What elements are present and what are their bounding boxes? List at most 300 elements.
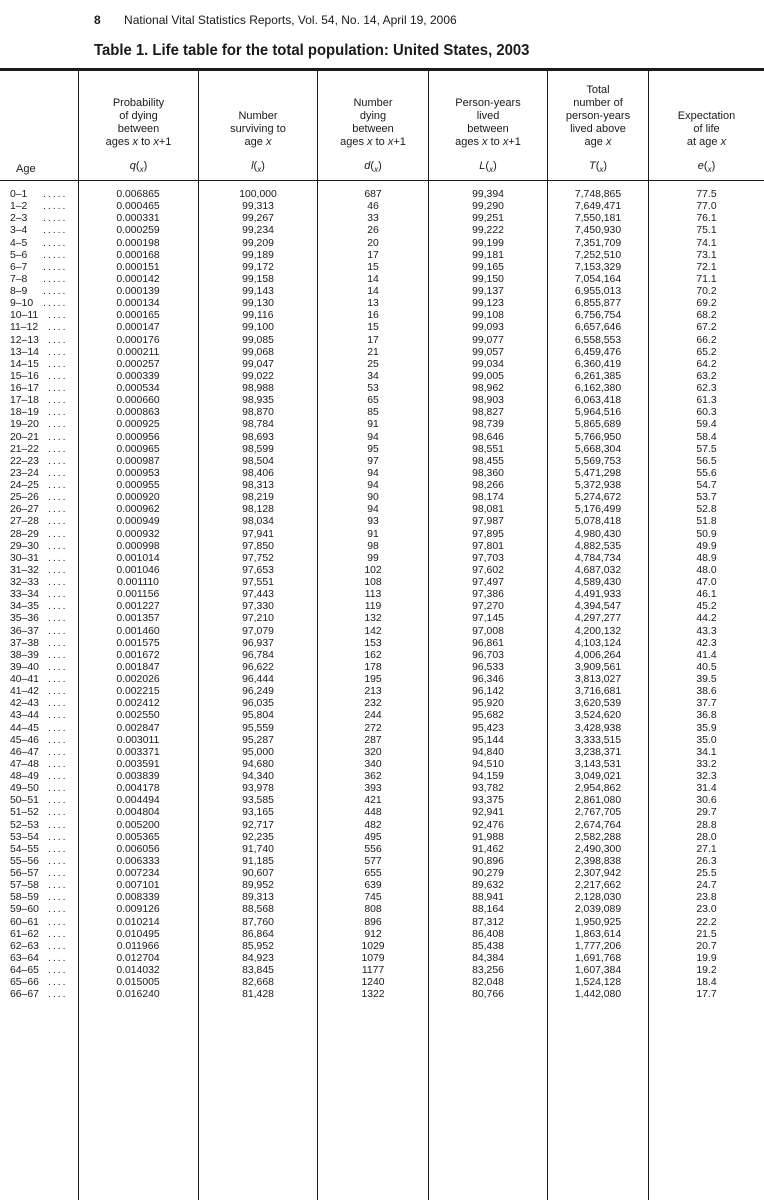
l-value: 93,978 — [242, 783, 274, 795]
e-value: 61.3 — [696, 395, 717, 407]
age-cell: 34–35 — [10, 601, 39, 613]
T-value: 5,964,516 — [574, 407, 622, 419]
T-value: 4,980,430 — [574, 528, 622, 540]
L-value: 99,290 — [472, 201, 504, 213]
e-value: 19.9 — [696, 952, 717, 964]
d-value: 178 — [364, 661, 382, 673]
d-value: 108 — [364, 577, 382, 588]
e-value: 48.9 — [696, 552, 717, 564]
age-cell: 13–14 — [10, 346, 39, 358]
header-text — [649, 110, 764, 149]
T-value: 2,307,942 — [574, 868, 622, 879]
T-value: 2,861,080 — [574, 795, 622, 807]
age-cell: 50–51 — [10, 795, 39, 807]
age-cell: 45–46 — [10, 734, 39, 746]
T-value: 5,078,418 — [574, 516, 622, 528]
table-row — [0, 189, 764, 201]
leader-dots: .... — [48, 674, 68, 685]
age-cell: 23–24 — [10, 467, 39, 479]
age-cell: 20–21 — [10, 431, 39, 443]
leader-dots: .... — [48, 868, 68, 879]
d-value: 639 — [364, 880, 382, 892]
T-value: 6,756,754 — [574, 310, 622, 322]
l-value: 92,235 — [242, 831, 274, 843]
table-row — [0, 504, 764, 516]
leader-dots: .... — [48, 783, 68, 795]
l-value: 97,079 — [242, 625, 274, 637]
e-value: 43.3 — [696, 625, 717, 637]
leader-dots: .... — [48, 370, 68, 382]
leader-dots: .... — [48, 795, 68, 807]
e-value: 60.3 — [696, 407, 717, 419]
running-head — [94, 13, 457, 27]
l-value: 83,845 — [242, 965, 274, 976]
table-row — [0, 444, 764, 456]
age-cell: 9–10 — [10, 298, 34, 310]
age-cell: 56–57 — [10, 868, 39, 879]
table-row — [0, 310, 764, 322]
l-value: 96,784 — [242, 649, 274, 661]
table-row — [0, 917, 764, 929]
l-value: 97,653 — [242, 564, 274, 576]
header-text — [429, 97, 547, 149]
e-value: 64.2 — [696, 358, 717, 370]
L-value: 99,150 — [472, 273, 504, 285]
age-cell: 55–56 — [10, 855, 39, 867]
column-header-d — [318, 71, 428, 180]
header-line: number of — [573, 97, 623, 109]
T-value: 7,351,709 — [574, 237, 622, 249]
e-value: 67.2 — [696, 322, 717, 334]
leader-dots: .... — [48, 504, 68, 516]
d-value: 556 — [364, 843, 382, 855]
d-value: 195 — [364, 674, 382, 685]
l-value: 99,234 — [242, 225, 274, 237]
age-cell: 39–40 — [10, 661, 39, 673]
l-value: 96,622 — [242, 661, 274, 673]
q-value: 0.000147 — [116, 322, 160, 334]
publication-title: National Vital Statistics Reports, Vol. 54, No. 14, April 19, 2006 — [124, 13, 457, 27]
T-value: 4,200,132 — [574, 625, 622, 637]
L-value: 95,144 — [472, 734, 504, 746]
leader-dots: ..... — [43, 213, 68, 225]
l-value: 89,313 — [242, 892, 274, 904]
T-value: 7,153,329 — [574, 261, 622, 273]
l-value: 98,313 — [242, 480, 274, 491]
age-cell: 18–19 — [10, 407, 39, 419]
T-value: 7,649,471 — [574, 201, 622, 213]
l-value: 91,740 — [242, 843, 274, 855]
e-value: 62.3 — [696, 383, 717, 394]
l-value: 97,752 — [242, 552, 274, 564]
header-line: ages x to x+1 — [105, 136, 172, 148]
e-value: 51.8 — [696, 516, 717, 528]
L-value: 95,682 — [472, 710, 504, 722]
age-cell: 47–48 — [10, 758, 39, 770]
d-value: 91 — [367, 419, 379, 431]
d-value: 15 — [367, 261, 379, 273]
T-value: 5,372,938 — [574, 480, 622, 491]
L-value: 97,602 — [472, 564, 504, 576]
l-value: 96,444 — [242, 674, 274, 685]
q-value: 0.001227 — [116, 601, 160, 613]
leader-dots: .... — [48, 552, 68, 564]
leader-dots: .... — [48, 455, 68, 467]
leader-dots: ..... — [43, 249, 68, 261]
l-value: 92,717 — [242, 819, 274, 831]
d-value: 16 — [367, 310, 379, 322]
T-value: 4,491,933 — [574, 589, 622, 601]
age-cell: 21–22 — [10, 443, 39, 455]
e-value: 74.1 — [696, 237, 717, 249]
e-value: 29.7 — [696, 807, 717, 819]
leader-dots: .... — [48, 661, 68, 673]
age-cell: 33–34 — [10, 589, 39, 601]
T-value: 2,954,862 — [574, 783, 622, 795]
age-cell: 40–41 — [10, 674, 39, 685]
T-value: 2,674,764 — [574, 819, 622, 831]
e-value: 73.1 — [696, 249, 717, 261]
age-header-label: Age — [16, 163, 36, 175]
T-value: 7,054,164 — [574, 273, 622, 285]
d-value: 91 — [367, 528, 379, 540]
age-cell: 10–11 — [10, 310, 39, 322]
L-value: 94,159 — [472, 771, 504, 782]
T-value: 7,550,181 — [574, 213, 622, 225]
L-value: 91,988 — [472, 831, 504, 843]
L-value: 99,222 — [472, 225, 504, 237]
l-value: 91,185 — [242, 855, 274, 867]
d-value: 162 — [364, 649, 382, 661]
q-value: 0.000257 — [116, 358, 160, 370]
l-value: 99,143 — [242, 286, 274, 297]
header-rule — [0, 180, 764, 181]
header-symbol: $T(_x)$ — [588, 159, 608, 174]
age-cell: 46–47 — [10, 746, 39, 758]
leader-dots: .... — [48, 819, 68, 831]
T-value: 3,428,938 — [574, 722, 622, 734]
table-row — [0, 771, 764, 783]
table-row — [0, 250, 764, 262]
L-value: 96,861 — [472, 637, 504, 649]
l-value: 99,209 — [242, 237, 274, 249]
age-cell: 36–37 — [10, 625, 39, 637]
table-row — [0, 710, 764, 722]
age-cell: 42–43 — [10, 698, 39, 710]
d-value: 448 — [364, 807, 382, 819]
age-cell: 62–63 — [10, 940, 39, 952]
page-number: 8 — [94, 13, 101, 27]
header-line: between — [352, 123, 394, 135]
L-value: 99,251 — [472, 213, 504, 225]
leader-dots: .... — [48, 952, 68, 964]
d-value: 1029 — [361, 940, 385, 952]
d-value: 98 — [367, 540, 379, 552]
e-value: 25.5 — [696, 868, 717, 879]
leader-dots: .... — [48, 698, 68, 710]
d-value: 287 — [364, 734, 382, 746]
e-value: 28.8 — [696, 819, 717, 831]
table-row — [0, 371, 764, 383]
q-value: 0.010495 — [116, 928, 160, 940]
header-line: Total — [586, 84, 610, 96]
L-value: 99,093 — [472, 322, 504, 334]
l-value: 99,100 — [242, 322, 274, 334]
table-title: Table 1. Life table for the total population: United States, 2003 — [94, 42, 530, 59]
q-value: 0.004494 — [116, 795, 160, 807]
e-value: 21.5 — [696, 928, 717, 940]
l-value: 98,870 — [242, 407, 274, 419]
l-value: 81,428 — [242, 989, 274, 1001]
header-symbol: $d(_x)$ — [364, 159, 382, 174]
T-value: 3,524,620 — [574, 710, 622, 722]
q-value: 0.000142 — [116, 273, 160, 285]
leader-dots: .... — [48, 528, 68, 540]
l-value: 94,680 — [242, 758, 274, 770]
header-line: lived — [476, 110, 500, 122]
leader-dots: .... — [48, 940, 68, 952]
L-value: 87,312 — [472, 916, 504, 928]
q-value: 0.000949 — [116, 516, 160, 528]
column-header-L — [429, 71, 547, 180]
leader-dots: .... — [48, 577, 68, 588]
l-value: 87,760 — [242, 916, 274, 928]
table-row — [0, 516, 764, 528]
header-line: dying — [359, 110, 387, 122]
d-value: 687 — [364, 189, 382, 200]
e-value: 75.1 — [696, 225, 717, 237]
q-value: 0.005200 — [116, 819, 160, 831]
e-value: 30.6 — [696, 795, 717, 807]
q-value: 0.000165 — [116, 310, 160, 322]
T-value: 1,442,080 — [574, 989, 622, 1001]
e-value: 39.5 — [696, 674, 717, 685]
L-value: 97,008 — [472, 625, 504, 637]
q-value: 0.000962 — [116, 504, 160, 516]
q-value: 0.002412 — [116, 698, 160, 710]
table-row — [0, 322, 764, 334]
L-value: 99,005 — [472, 370, 504, 382]
l-value: 90,607 — [242, 868, 274, 879]
l-value: 99,068 — [242, 346, 274, 358]
d-value: 808 — [364, 904, 382, 916]
l-value: 95,287 — [242, 734, 274, 746]
table-row — [0, 419, 764, 431]
e-value: 58.4 — [696, 431, 717, 443]
age-cell: 16–17 — [10, 383, 39, 394]
T-value: 3,143,531 — [574, 758, 622, 770]
T-value: 2,128,030 — [574, 892, 622, 904]
age-cell: 48–49 — [10, 771, 39, 782]
table-row — [0, 844, 764, 856]
e-value: 20.7 — [696, 940, 717, 952]
e-value: 76.1 — [696, 213, 717, 225]
table-row — [0, 783, 764, 795]
L-value: 85,438 — [472, 940, 504, 952]
header-symbol: $e(_x)$ — [697, 159, 716, 174]
l-value: 97,330 — [242, 601, 274, 613]
leader-dots: .... — [48, 916, 68, 928]
e-value: 19.2 — [696, 965, 717, 976]
e-value: 34.1 — [696, 746, 717, 758]
e-value: 57.5 — [696, 443, 717, 455]
leader-dots: ..... — [43, 189, 68, 200]
e-value: 42.3 — [696, 637, 717, 649]
d-value: 896 — [364, 916, 382, 928]
e-value: 77.5 — [696, 189, 717, 200]
age-cell: 31–32 — [10, 564, 39, 576]
l-value: 82,668 — [242, 977, 274, 989]
header-line: person-years — [565, 110, 631, 122]
header-line: Person-years — [455, 97, 521, 109]
d-value: 90 — [367, 492, 379, 504]
e-value: 41.4 — [696, 649, 717, 661]
T-value: 6,558,553 — [574, 334, 622, 346]
L-value: 97,987 — [472, 516, 504, 528]
leader-dots: .... — [48, 649, 68, 661]
T-value: 5,176,499 — [574, 504, 622, 516]
d-value: 94 — [367, 431, 379, 443]
table-row — [0, 225, 764, 237]
l-value: 96,249 — [242, 686, 274, 698]
T-value: 1,691,768 — [574, 952, 622, 964]
table-row — [0, 989, 764, 1001]
leader-dots: .... — [48, 758, 68, 770]
q-value: 0.012704 — [116, 952, 160, 964]
age-cell: 26–27 — [10, 504, 39, 516]
age-cell: 51–52 — [10, 807, 39, 819]
table-row — [0, 395, 764, 407]
L-value: 98,266 — [472, 480, 504, 491]
d-value: 17 — [367, 334, 379, 346]
table-row — [0, 686, 764, 698]
leader-dots: .... — [48, 989, 68, 1001]
table-row — [0, 298, 764, 310]
age-cell: 8–9 — [10, 286, 28, 297]
header-line: at age x — [686, 136, 727, 148]
header-symbol: $l(_x)$ — [251, 159, 265, 174]
L-value: 83,256 — [472, 965, 504, 976]
table-row — [0, 747, 764, 759]
e-value: 33.2 — [696, 758, 717, 770]
e-value: 23.8 — [696, 892, 717, 904]
T-value: 1,863,614 — [574, 928, 622, 940]
header-text — [548, 84, 648, 149]
age-cell: 41–42 — [10, 686, 39, 698]
leader-dots: .... — [48, 807, 68, 819]
L-value: 97,270 — [472, 601, 504, 613]
e-value: 72.1 — [696, 261, 717, 273]
age-cell: 52–53 — [10, 819, 39, 831]
T-value: 1,524,128 — [574, 977, 622, 989]
l-value: 86,864 — [242, 928, 274, 940]
q-value: 0.001460 — [116, 625, 160, 637]
table-row — [0, 565, 764, 577]
q-value: 0.001014 — [116, 552, 160, 564]
T-value: 7,252,510 — [574, 249, 622, 261]
leader-dots: ..... — [43, 286, 68, 297]
age-cell: 61–62 — [10, 928, 39, 940]
l-value: 98,599 — [242, 443, 274, 455]
leader-dots: .... — [48, 564, 68, 576]
L-value: 88,941 — [472, 892, 504, 904]
leader-dots: .... — [48, 346, 68, 358]
L-value: 96,703 — [472, 649, 504, 661]
L-value: 97,801 — [472, 540, 504, 552]
T-value: 3,620,539 — [574, 698, 622, 710]
q-value: 0.006333 — [116, 855, 160, 867]
leader-dots: .... — [48, 334, 68, 346]
leader-dots: .... — [48, 928, 68, 940]
q-value: 0.000465 — [116, 201, 160, 213]
T-value: 6,360,419 — [574, 358, 622, 370]
l-value: 97,850 — [242, 540, 274, 552]
L-value: 97,895 — [472, 528, 504, 540]
age-cell: 0–1 — [10, 189, 28, 200]
header-line: age x — [584, 136, 612, 148]
L-value: 99,137 — [472, 286, 504, 297]
table-row — [0, 347, 764, 359]
e-value: 35.9 — [696, 722, 717, 734]
d-value: 362 — [364, 771, 382, 782]
q-value: 0.000134 — [116, 298, 160, 310]
table-row — [0, 868, 764, 880]
L-value: 90,279 — [472, 868, 504, 879]
d-value: 94 — [367, 504, 379, 516]
T-value: 6,657,646 — [574, 322, 622, 334]
leader-dots: .... — [48, 771, 68, 782]
L-value: 97,497 — [472, 577, 504, 588]
q-value: 0.003371 — [116, 746, 160, 758]
leader-dots: .... — [48, 467, 68, 479]
T-value: 3,049,021 — [574, 771, 622, 782]
L-value: 86,408 — [472, 928, 504, 940]
age-cell: 65–66 — [10, 977, 39, 989]
table-row — [0, 795, 764, 807]
table-row — [0, 541, 764, 553]
age-cell: 22–23 — [10, 455, 39, 467]
age-cell: 37–38 — [10, 637, 39, 649]
table-row — [0, 892, 764, 904]
age-cell: 38–39 — [10, 649, 39, 661]
leader-dots: .... — [48, 407, 68, 419]
l-value: 98,935 — [242, 395, 274, 407]
T-value: 7,748,865 — [574, 189, 622, 200]
leader-dots: .... — [48, 540, 68, 552]
q-value: 0.001575 — [116, 637, 160, 649]
L-value: 98,646 — [472, 431, 504, 443]
header-line: ages x to x+1 — [455, 136, 521, 148]
e-value: 66.2 — [696, 334, 717, 346]
e-value: 48.0 — [696, 564, 717, 576]
header-line: between — [467, 123, 509, 135]
table-row — [0, 735, 764, 747]
age-cell: 3–4 — [10, 225, 28, 237]
d-value: 15 — [367, 322, 379, 334]
e-value: 55.6 — [696, 467, 717, 479]
d-value: 132 — [364, 613, 382, 625]
e-value: 59.4 — [696, 419, 717, 431]
d-value: 26 — [367, 225, 379, 237]
d-value: 113 — [364, 589, 382, 601]
table-row — [0, 335, 764, 347]
d-value: 95 — [367, 443, 379, 455]
table-row — [0, 929, 764, 941]
table-row — [0, 601, 764, 613]
L-value: 92,941 — [472, 807, 504, 819]
q-value: 0.015005 — [116, 977, 160, 989]
leader-dots: ..... — [43, 273, 68, 285]
